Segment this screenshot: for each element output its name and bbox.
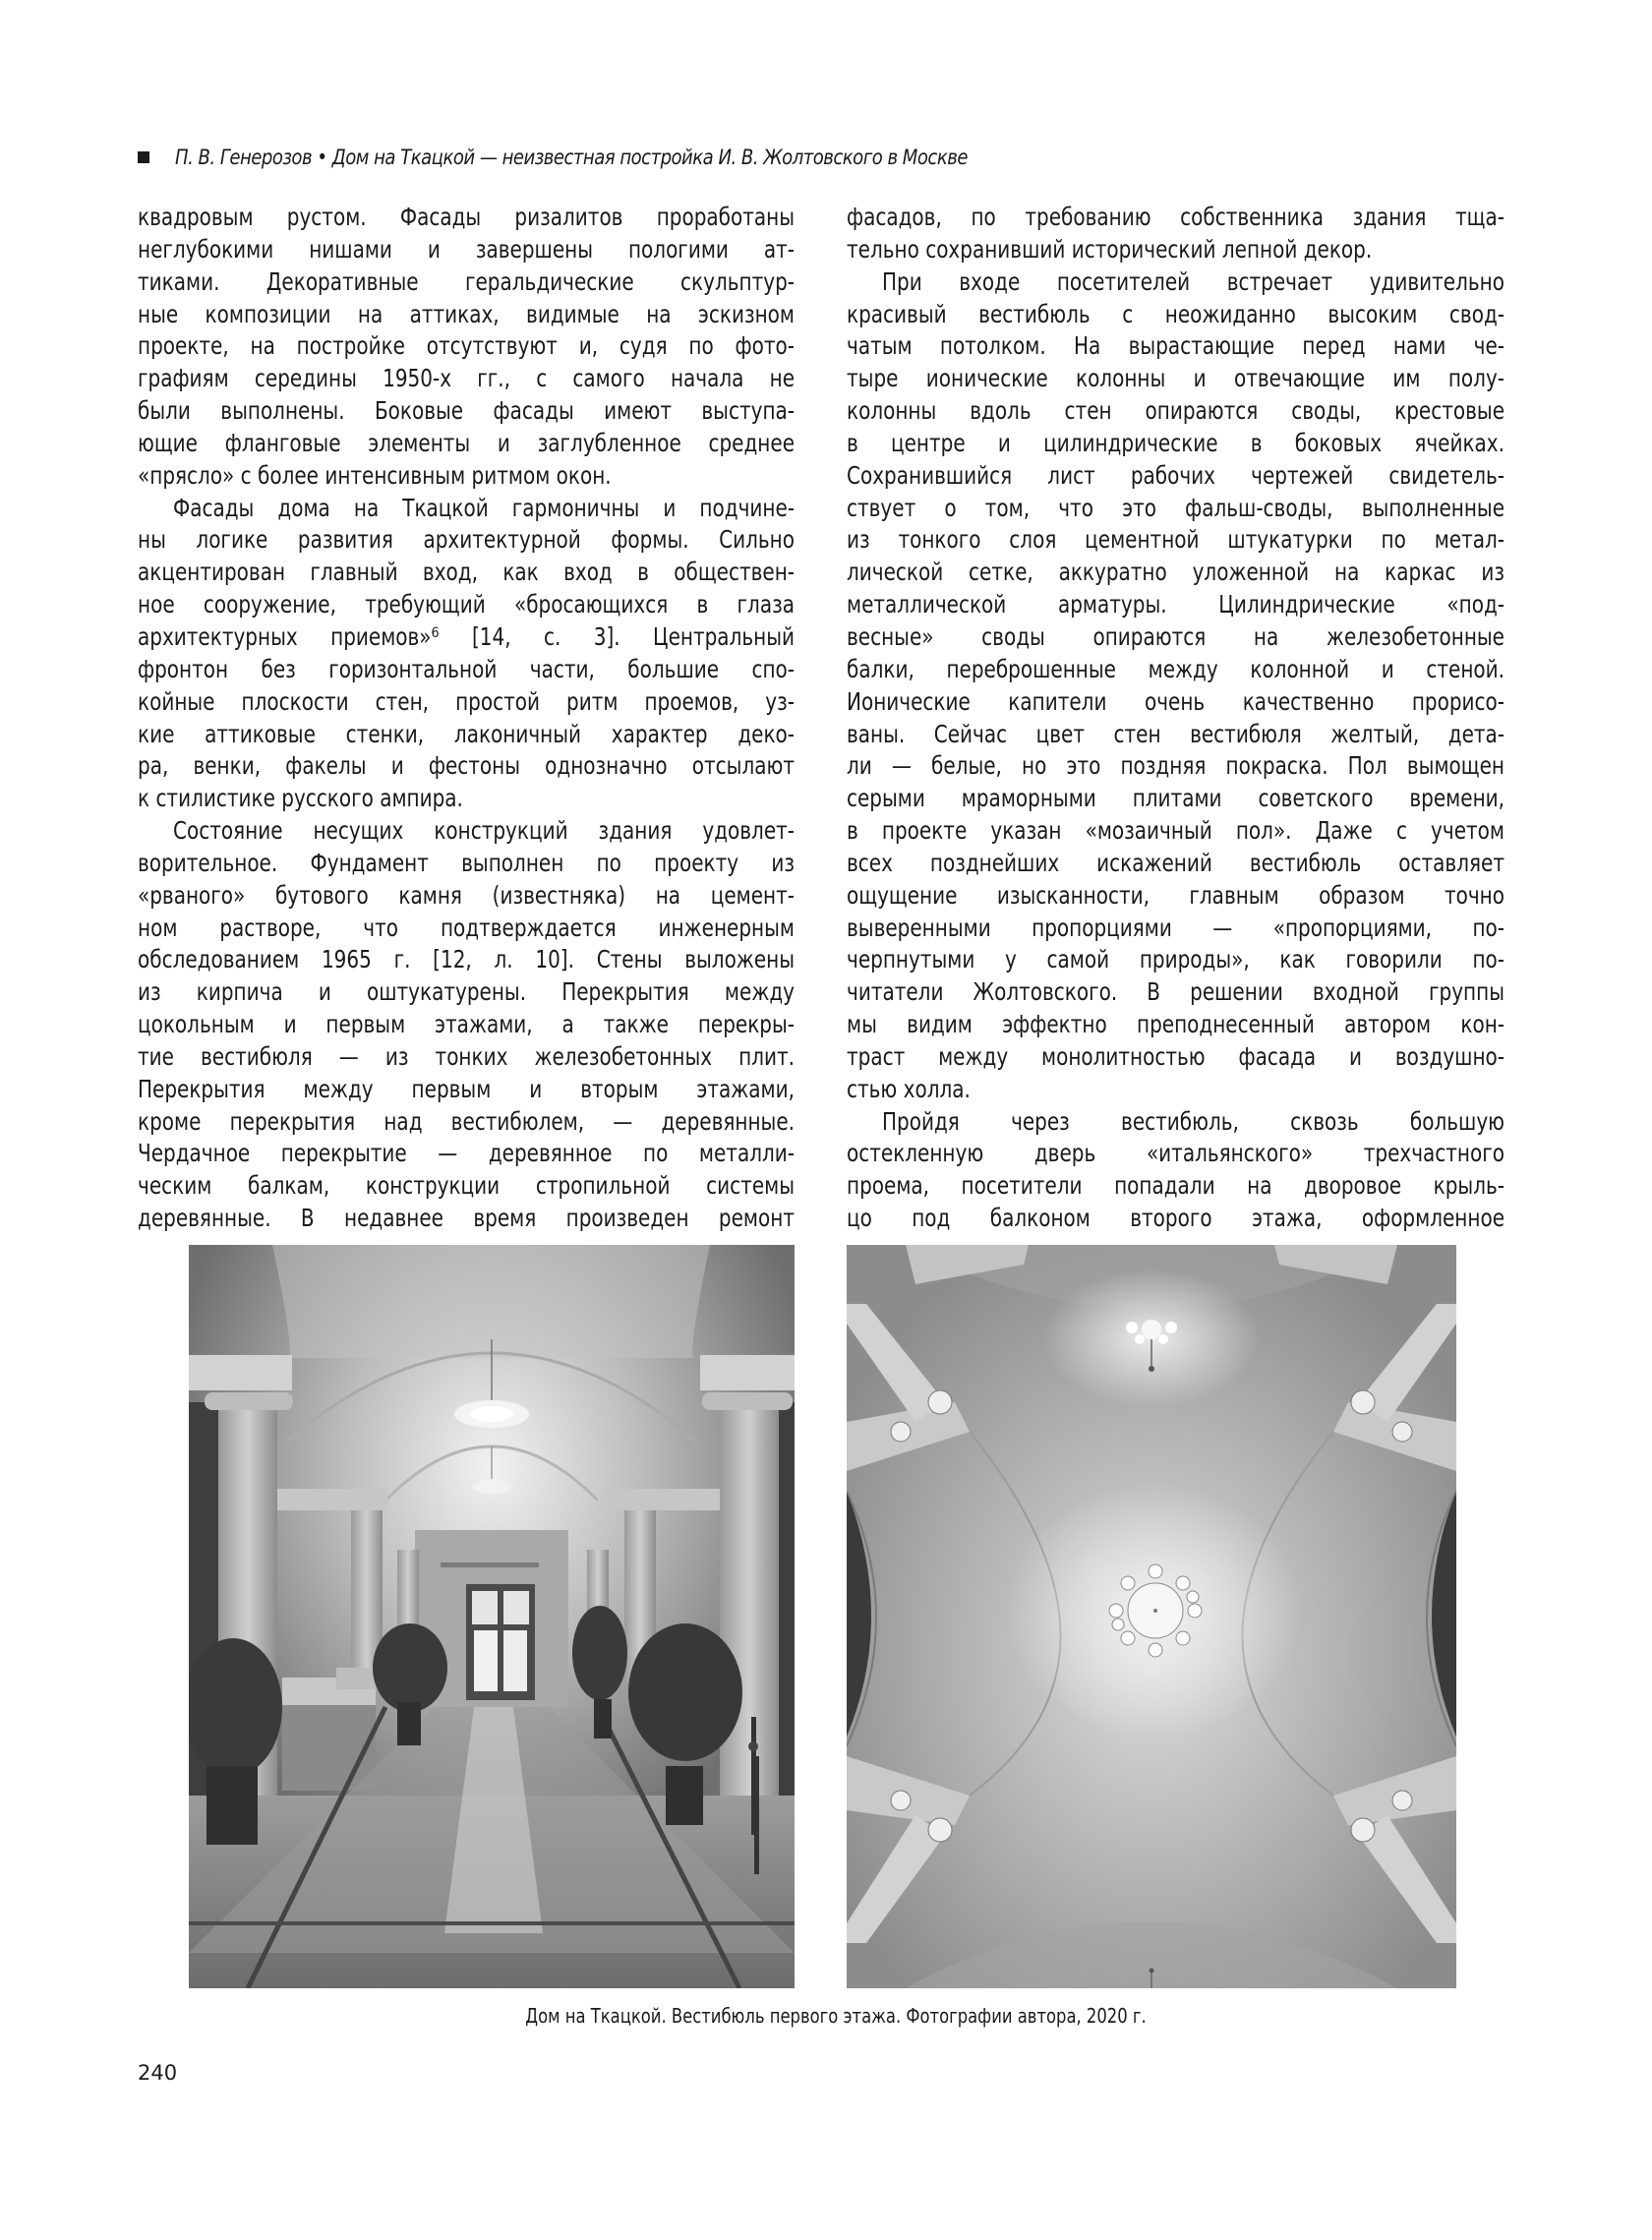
text-line xyxy=(138,750,795,783)
text-line xyxy=(847,428,1504,460)
text-line xyxy=(847,330,1504,363)
text-line xyxy=(138,654,795,686)
text-line-content: весные» своды опираются на железобетонные xyxy=(847,621,1504,651)
text-line xyxy=(847,299,1504,331)
text-line-content: ческим балкам, конструкции стропильной системы xyxy=(138,1171,795,1201)
text-line xyxy=(138,719,795,751)
text-line-content: ворительное. Фундамент выполнен по проекту из xyxy=(138,848,795,877)
text-line xyxy=(847,654,1504,686)
text-line xyxy=(847,1170,1504,1203)
text-line-content: цокольным и первым этажами, а также перекры- xyxy=(138,1010,795,1039)
text-line xyxy=(138,686,795,719)
text-line-content: из тонкого слоя цементной штукатурки по метал- xyxy=(847,525,1504,555)
text-line xyxy=(138,1170,795,1203)
text-line xyxy=(138,557,795,589)
text-line xyxy=(847,266,1504,299)
text-line xyxy=(847,460,1504,493)
text-line xyxy=(138,460,795,493)
text-line-content: Состояние несущих конструкций здания удовлет- xyxy=(173,816,795,846)
text-line-content: проекте, на постройке отсутствуют и, судя по фото- xyxy=(138,331,795,361)
text-line-content: кроме перекрытия над вестибюлем, — деревянные. xyxy=(138,1106,795,1136)
text-line-content: графиям середины 1950-х гг., с самого начала не xyxy=(138,364,795,393)
text-line-content: к стилистике русского ампира. xyxy=(138,784,463,813)
text-line xyxy=(847,783,1504,815)
text-line xyxy=(847,621,1504,654)
text-line xyxy=(847,202,1504,234)
running-head xyxy=(138,144,1096,171)
text-line xyxy=(138,524,795,557)
text-line-content: остекленную дверь «итальянского» трехчастного xyxy=(847,1139,1504,1168)
text-line xyxy=(847,1009,1504,1041)
text-line-content: При входе посетителей встречает удивительно xyxy=(882,266,1504,296)
text-line-content: ны логике развития архитектурной формы. Сильно xyxy=(138,525,795,555)
text-line xyxy=(138,913,795,945)
text-line-content: ное сооружение, требующий «бросающихся в глаза xyxy=(138,590,795,619)
text-line-content: ные композиции на аттиках, видимые на эскизном xyxy=(138,299,795,328)
text-line-content: были выполнены. Боковые фасады имеют выступа- xyxy=(138,396,795,426)
text-line-content: ствует о том, что это фальш-своды, выполненные xyxy=(847,493,1504,522)
square-bullet-icon xyxy=(138,151,149,163)
text-line xyxy=(847,719,1504,751)
text-line-content: выверенными пропорциями — «пропорциями, по- xyxy=(847,913,1504,942)
text-line-content: квадровым рустом. Фасады ризалитов проработаны xyxy=(138,203,795,231)
text-line xyxy=(138,428,795,460)
text-line-content: тельно сохранивший исторический лепной декор. xyxy=(847,234,1373,264)
text-line-content: в проекте указан «мозаичный пол». Даже с учетом xyxy=(847,816,1504,846)
text-line-content: из кирпича и оштукатурены. Перекрытия между xyxy=(138,977,795,1007)
text-line-content: Ионические капители очень качественно прорисо- xyxy=(847,686,1504,716)
text-line xyxy=(138,1106,795,1139)
text-line xyxy=(138,944,795,976)
text-line xyxy=(847,1138,1504,1170)
text-line-content: красивый вестибюль с неожиданно высоким свод- xyxy=(847,299,1504,328)
vestibule-perspective-illustration xyxy=(189,1245,795,1988)
text-line-content: в центре и цилиндрические в боковых ячейках. xyxy=(847,428,1504,457)
text-line-content: «рваного» бутового камня (известняка) на цемент- xyxy=(138,880,795,910)
text-line xyxy=(847,944,1504,976)
text-line xyxy=(847,1041,1504,1074)
text-line xyxy=(138,1203,795,1235)
text-line-content: лической сетке, аккуратно уложенной на каркас из xyxy=(847,558,1504,587)
text-line xyxy=(138,202,795,234)
text-line-content: балки, переброшенные между колонной и стеной. xyxy=(847,654,1504,683)
text-line xyxy=(847,1074,1504,1106)
text-line-content: мы видим эффектно преподнесенный автором кон- xyxy=(847,1010,1504,1039)
text-column-right xyxy=(847,202,1504,1235)
text-line xyxy=(138,1041,795,1074)
text-line xyxy=(847,1203,1504,1235)
text-line-content: чатым потолком. На вырастающие перед нами че- xyxy=(847,331,1504,361)
text-line xyxy=(847,589,1504,621)
text-line xyxy=(138,493,795,525)
text-line-content: Сохранившийся лист рабочих чертежей свидетель- xyxy=(847,460,1504,490)
text-line xyxy=(138,880,795,913)
text-line xyxy=(847,1106,1504,1139)
text-line xyxy=(138,1074,795,1106)
vestibule-ceiling-illustration xyxy=(847,1245,1456,1988)
text-line xyxy=(138,299,795,331)
text-line xyxy=(138,815,795,848)
text-line-content: неглубокими нишами и завершены пологими ат- xyxy=(138,234,795,264)
text-line xyxy=(138,395,795,428)
text-line xyxy=(138,589,795,621)
text-line xyxy=(847,524,1504,557)
text-line xyxy=(847,848,1504,880)
text-line-content: обследованием 1965 г. [12, л. 10]. Стены выложены xyxy=(138,945,795,974)
text-line xyxy=(847,686,1504,719)
text-line-content: фронтон без горизонтальной части, большие спо- xyxy=(138,654,795,683)
text-line-content: тие вестибюля — из тонких железобетонных плит. xyxy=(138,1041,795,1071)
text-line xyxy=(138,621,795,654)
text-line-content: проема, посетители попадали на дворовое крыль- xyxy=(847,1171,1504,1201)
text-line xyxy=(847,363,1504,395)
chandelier xyxy=(1109,1564,1202,1657)
text-line-content: ном растворе, что подтверждается инженерным xyxy=(138,913,795,942)
text-line-content: фасадов, по требованию собственника здания тща- xyxy=(847,203,1504,231)
text-column-left xyxy=(138,202,795,1235)
text-line-content: койные плоскости стен, простой ритм проемов, уз- xyxy=(138,686,795,716)
text-line-content: тиками. Декоративные геральдические скульптур- xyxy=(138,266,795,296)
text-line-content: ра, венки, факелы и фестоны однозначно отсылают xyxy=(138,751,795,781)
text-line xyxy=(847,750,1504,783)
text-line-content: тыре ионические колонны и отвечающие им полу- xyxy=(847,364,1504,393)
text-line xyxy=(138,976,795,1009)
text-line-content: черпнутыми у самой природы», как говорили по- xyxy=(847,945,1504,974)
text-line-content: архитектурных приемов»⁶ [14, с. 3]. Центральный xyxy=(138,621,795,651)
text-line-content: всех позднейших искажений вестибюль оставляет xyxy=(847,848,1504,877)
text-line xyxy=(138,783,795,815)
text-line xyxy=(138,266,795,299)
text-line xyxy=(138,234,795,266)
text-line-content: Перекрытия между первым и вторым этажами, xyxy=(138,1074,795,1103)
text-line-content: ощущение изысканности, главным образом точно xyxy=(847,880,1504,910)
text-line xyxy=(138,848,795,880)
text-line-content: траст между монолитностью фасада и воздушно- xyxy=(847,1041,1504,1071)
text-line xyxy=(138,363,795,395)
text-line-content: деревянные. В недавнее время произведен ремонт xyxy=(138,1204,795,1233)
text-line-content: кие аттиковые стенки, лаконичный характер деко- xyxy=(138,719,795,748)
page-number: 240 xyxy=(138,2061,178,2085)
text-line-content: Фасады дома на Ткацкой гармоничны и подчине- xyxy=(173,493,795,522)
running-head-text: П. В. Генерозов • Дом на Ткацкой — неизвестная постройка И. В. Жолтовского в Москве xyxy=(175,146,968,169)
text-line-content: металлической арматуры. Цилиндрические «под- xyxy=(847,590,1504,619)
figure-caption-text: Дом на Ткацкой. Вестибюль первого этажа. Фотографии автора, 2020 г. xyxy=(525,2004,1147,2028)
text-line xyxy=(847,976,1504,1009)
text-line-content: колонны вдоль стен опираются своды, крестовые xyxy=(847,396,1504,426)
text-line xyxy=(847,913,1504,945)
text-line xyxy=(847,557,1504,589)
text-line xyxy=(138,1009,795,1041)
text-line-content: цо под балконом второго этажа, оформленное xyxy=(847,1204,1504,1233)
text-line-content: ваны. Сейчас цвет стен вестибюля желтый, дета- xyxy=(847,719,1504,748)
figure-caption xyxy=(0,2004,1652,2028)
text-line xyxy=(847,493,1504,525)
vestibule-ceiling-photo xyxy=(847,1245,1456,1988)
text-line-content: «прясло» с более интенсивным ритмом окон. xyxy=(138,460,612,490)
text-line-content: стью холла. xyxy=(847,1074,971,1103)
text-line-content: читатели Жолтовского. В решении входной группы xyxy=(847,977,1504,1007)
text-line xyxy=(847,880,1504,913)
vestibule-perspective-photo xyxy=(189,1245,795,1988)
text-line xyxy=(847,234,1504,266)
text-line xyxy=(138,330,795,363)
text-line-content: акцентирован главный вход, как вход в обществен- xyxy=(138,558,795,587)
text-line xyxy=(138,1138,795,1170)
text-line xyxy=(847,395,1504,428)
text-line-content: серыми мраморными плитами советского времени, xyxy=(847,784,1504,813)
text-line xyxy=(847,815,1504,848)
text-line-content: ли — белые, но это поздняя покраска. Пол вымощен xyxy=(847,751,1504,781)
text-line-content: ющие фланговые элементы и заглубленное среднее xyxy=(138,428,795,457)
text-line-content: Пройдя через вестибюль, сквозь большую xyxy=(882,1106,1504,1136)
text-line-content: Чердачное перекрытие — деревянное по металли- xyxy=(138,1139,795,1168)
